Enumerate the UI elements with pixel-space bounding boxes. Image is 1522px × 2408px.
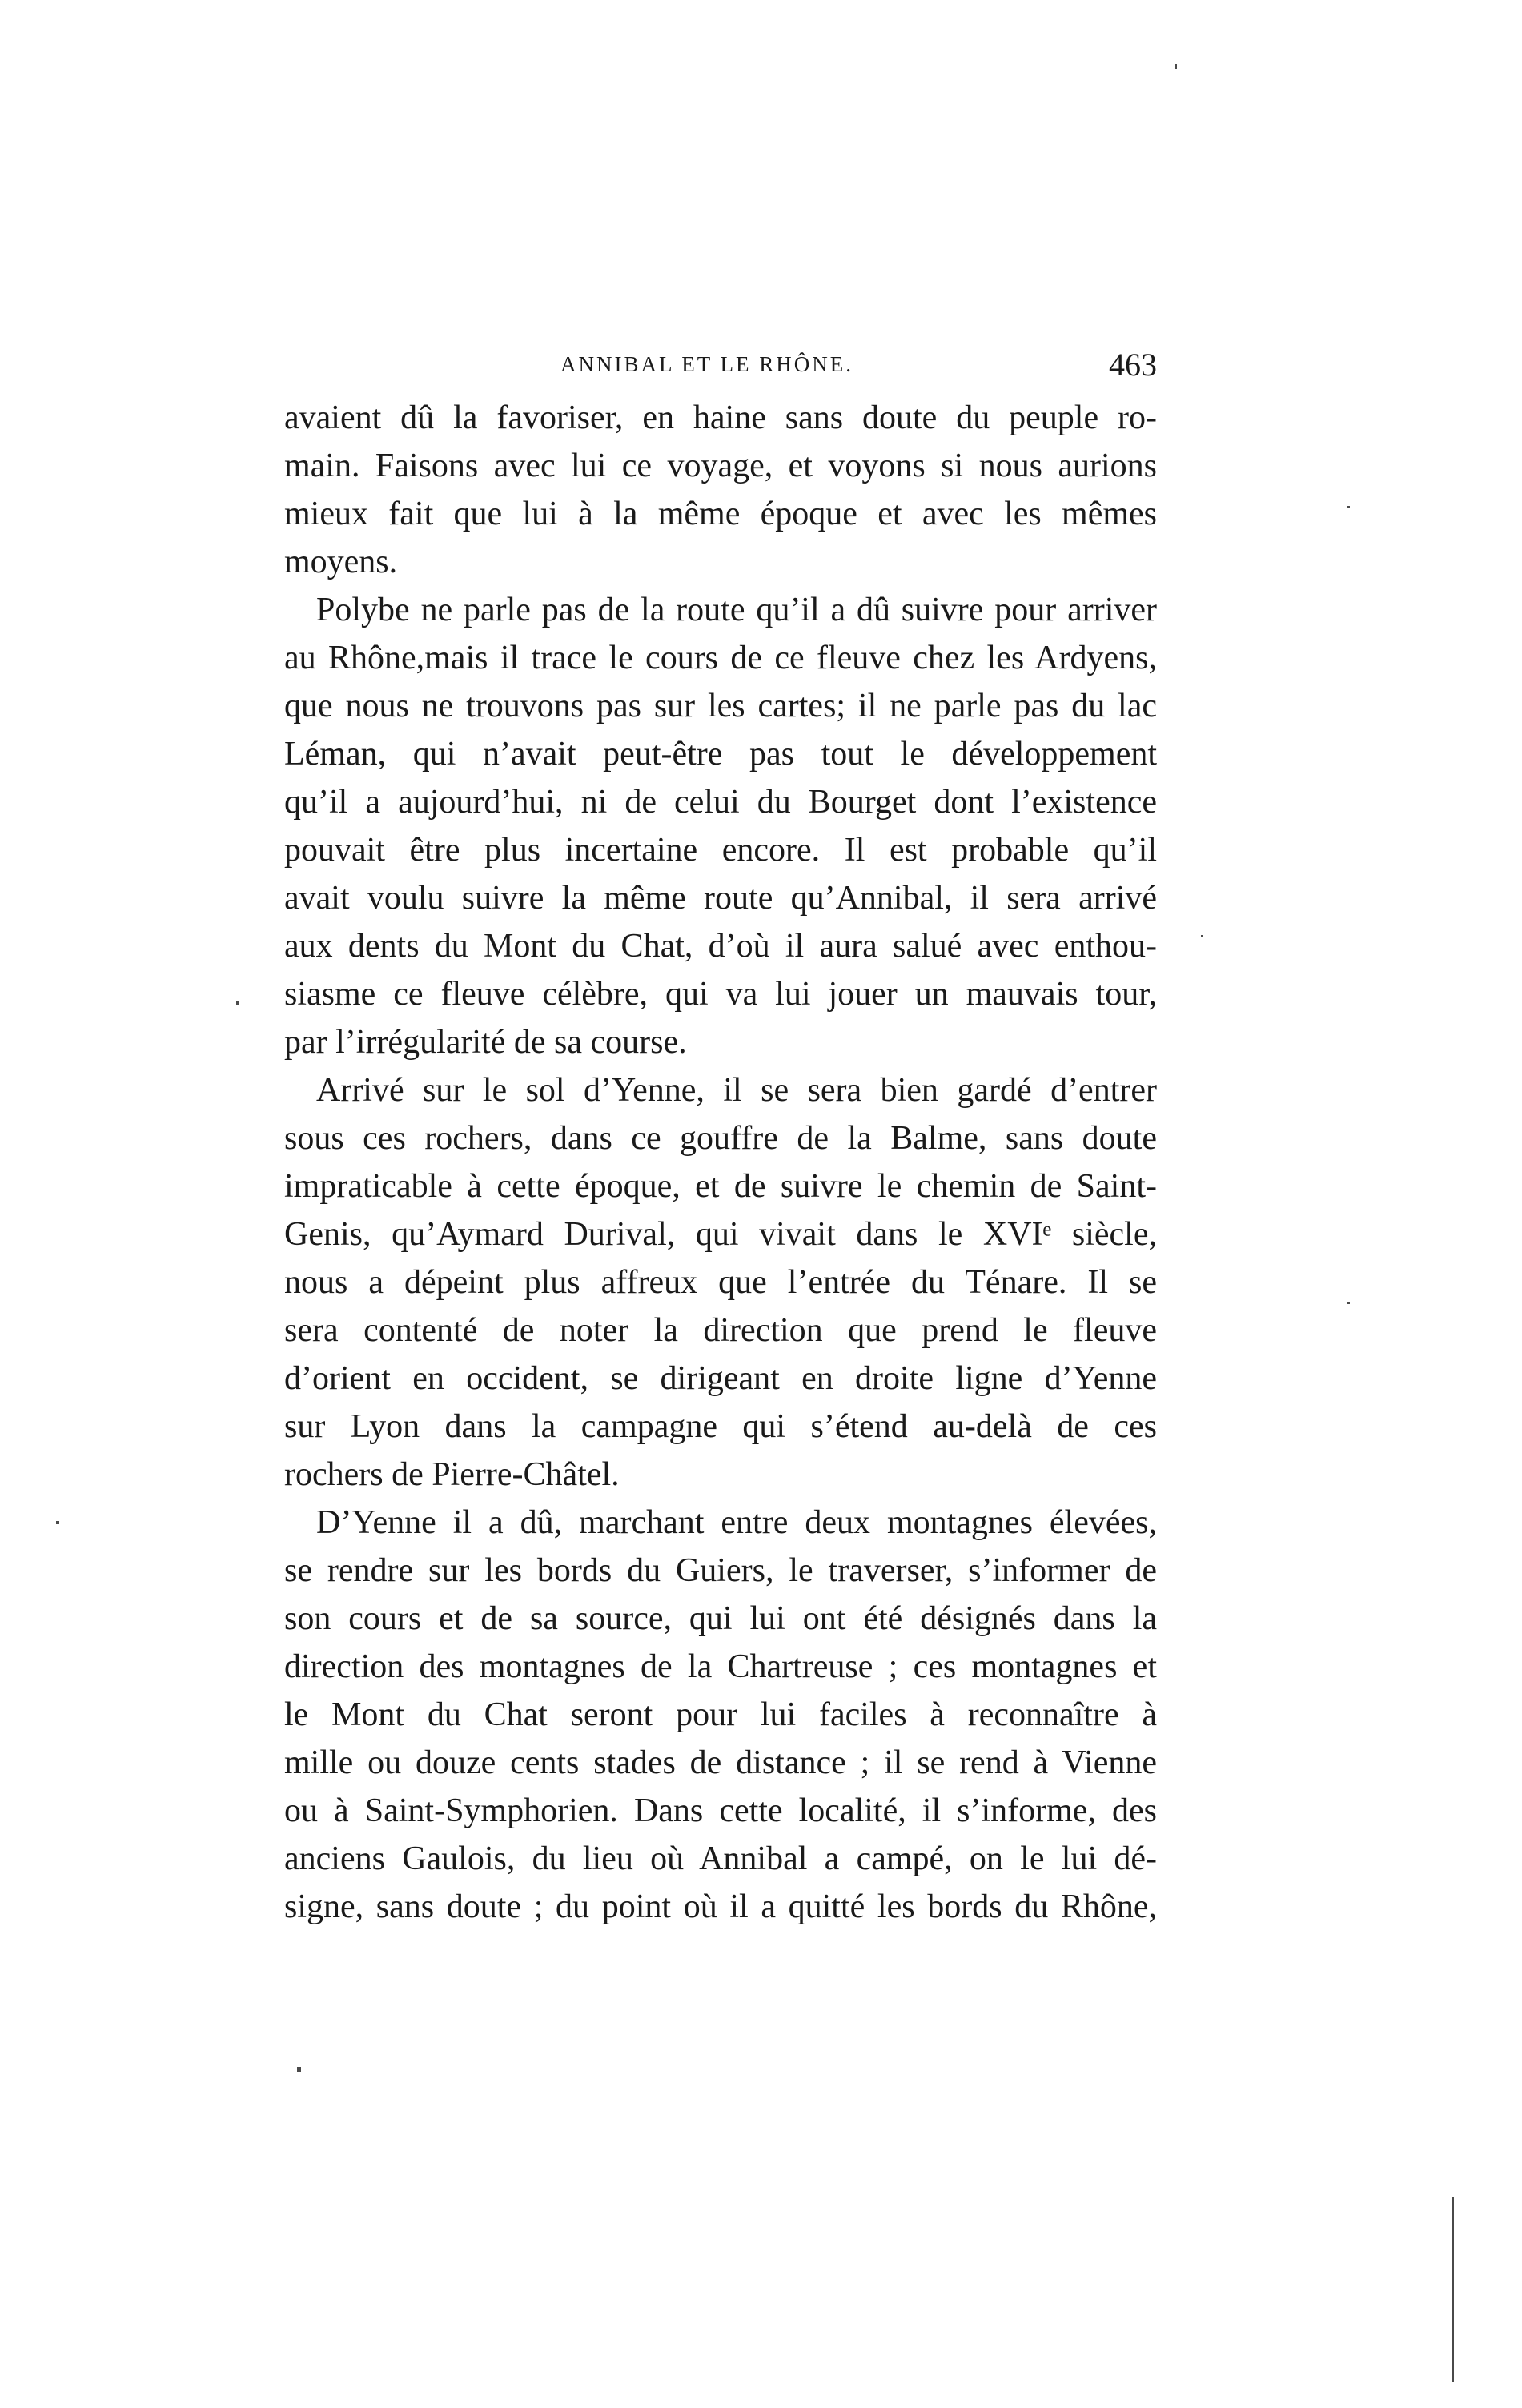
text-line: ou à Saint-Symphorien. Dans cette localité, il s’informe, des — [284, 1792, 1157, 1829]
paragraph-first-line: Polybe ne parle pas de la route qu’il a dû suivre pour arriver — [316, 592, 1157, 628]
text-line: aux dents du Mont du Chat, d’où il aura salué avec enthou- — [284, 928, 1157, 965]
paragraph-first-line: D’Yenne il a dû, marchant entre deux montagnes élevées, — [316, 1504, 1157, 1541]
text-line: se rendre sur les bords du Guiers, le traverser, s’informer de — [284, 1552, 1157, 1589]
scan-speck — [56, 1521, 59, 1524]
scan-speck — [1347, 506, 1350, 508]
text-line: nous a dépeint plus affreux que l’entrée du Ténare. Il se — [284, 1264, 1157, 1301]
text-line: rochers de Pierre-Châtel. — [284, 1456, 620, 1493]
text-line: signe, sans doute ; du point où il a quitté les bords du Rhône, — [284, 1888, 1157, 1925]
body-text — [284, 394, 1157, 1931]
text-line: par l’irrégularité de sa course. — [284, 1024, 687, 1061]
running-head — [284, 346, 1157, 394]
text-line: pouvait être plus incertaine encore. Il est probable qu’il — [284, 832, 1157, 869]
running-title: ANNIBAL ET LE RHÔNE. — [560, 352, 853, 376]
text-line: mille ou douze cents stades de distance ; il se rend à Vienne — [284, 1744, 1157, 1781]
text-line: qu’il a aujourd’hui, ni de celui du Bourget dont l’existence — [284, 784, 1157, 821]
scan-edge-line — [1452, 2197, 1454, 2382]
scan-speck — [1347, 1302, 1350, 1304]
text-line: avaient dû la favoriser, en haine sans doute du peuple ro- — [284, 399, 1157, 436]
text-line: que nous ne trouvons pas sur les cartes; il ne parle pas du lac — [284, 688, 1157, 724]
text-line: main. Faisons avec lui ce voyage, et voyons si nous aurions — [284, 447, 1157, 484]
text-line: impraticable à cette époque, et de suivre le chemin de Saint- — [284, 1168, 1157, 1205]
text-line: direction des montagnes de la Chartreuse ; ces montagnes et — [284, 1648, 1157, 1685]
scan-speck — [1201, 935, 1203, 937]
scan-speck — [1175, 64, 1177, 69]
text-line: d’orient en occident, se dirigeant en droite ligne d’Yenne — [284, 1360, 1157, 1397]
paragraph-first-line: Arrivé sur le sol d’Yenne, il se sera bien gardé d’entrer — [316, 1072, 1157, 1109]
text-line: anciens Gaulois, du lieu où Annibal a campé, on le lui dé- — [284, 1840, 1157, 1877]
text-line: Léman, qui n’avait peut-être pas tout le développement — [284, 736, 1157, 773]
text-line: au Rhône,mais il trace le cours de ce fleuve chez les Ardyens, — [284, 640, 1157, 676]
text-line: moyens. — [284, 544, 398, 580]
scan-speck — [236, 1001, 239, 1005]
text-line: avait voulu suivre la même route qu’Annibal, il sera arrivé — [284, 880, 1157, 917]
text-line: sous ces rochers, dans ce gouffre de la Balme, sans doute — [284, 1120, 1157, 1157]
text-line: sur Lyon dans la campagne qui s’étend au-delà de ces — [284, 1408, 1157, 1445]
text-line: son cours et de sa source, qui lui ont été désignés dans la — [284, 1600, 1157, 1637]
text-line: Genis, qu’Aymard Durival, qui vivait dans le XVIᵉ siècle, — [284, 1216, 1157, 1253]
scan-speck — [297, 2067, 301, 2072]
text-line: siasme ce fleuve célèbre, qui va lui jouer un mauvais tour, — [284, 976, 1157, 1013]
page-number: 463 — [1109, 347, 1157, 383]
text-line: le Mont du Chat seront pour lui faciles à reconnaître à — [284, 1696, 1157, 1733]
text-line: sera contenté de noter la direction que prend le fleuve — [284, 1312, 1157, 1349]
text-line: mieux fait que lui à la même époque et avec les mêmes — [284, 496, 1157, 532]
